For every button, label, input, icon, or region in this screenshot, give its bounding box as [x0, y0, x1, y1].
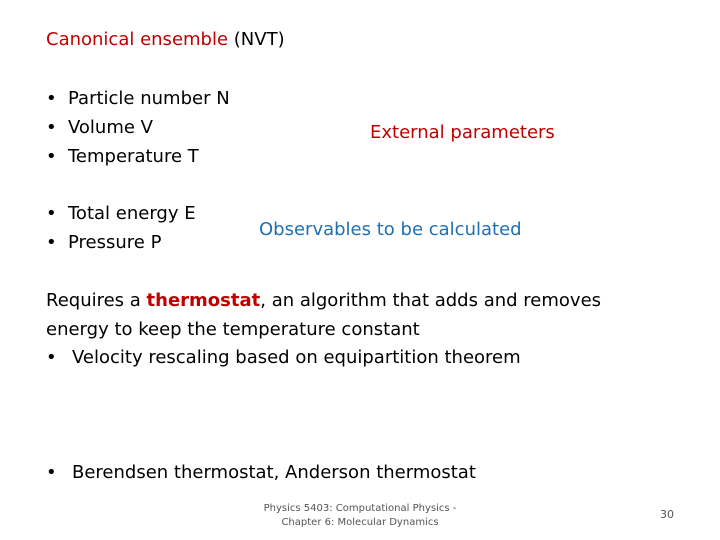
list-item: • Particle number N	[46, 88, 230, 109]
observables-label: Observables to be calculated	[259, 219, 522, 240]
list-item: • Pressure P	[46, 232, 162, 253]
thermostat-bullet-2: • Berendsen thermostat, Anderson thermostat	[46, 462, 476, 483]
title-main: Canonical ensemble	[46, 29, 229, 50]
external-parameter-list	[46, 84, 230, 171]
list-item: • Volume V	[46, 117, 153, 138]
slide-footer	[260, 502, 460, 530]
thermostat-keyword: thermostat	[146, 290, 261, 311]
slide-title	[46, 28, 285, 52]
external-parameters-label: External parameters	[370, 122, 555, 143]
footer-line-2: Chapter 6: Molecular Dynamics	[281, 517, 439, 528]
footer-line-1: Physics 5403: Computational Physics -	[263, 503, 457, 514]
list-item: • Temperature T	[46, 146, 199, 167]
title-suffix: (NVT)	[228, 29, 285, 50]
page-number: 30	[660, 508, 674, 521]
thermostat-paragraph: Requires a thermostat, an algorithm that adds and removes energy to keep the temperature constant	[46, 290, 602, 340]
list-item: • Total energy E	[46, 203, 196, 224]
thermostat-bullet-1: • Velocity rescaling based on equipartition theorem	[46, 347, 521, 368]
observable-list	[46, 199, 196, 257]
